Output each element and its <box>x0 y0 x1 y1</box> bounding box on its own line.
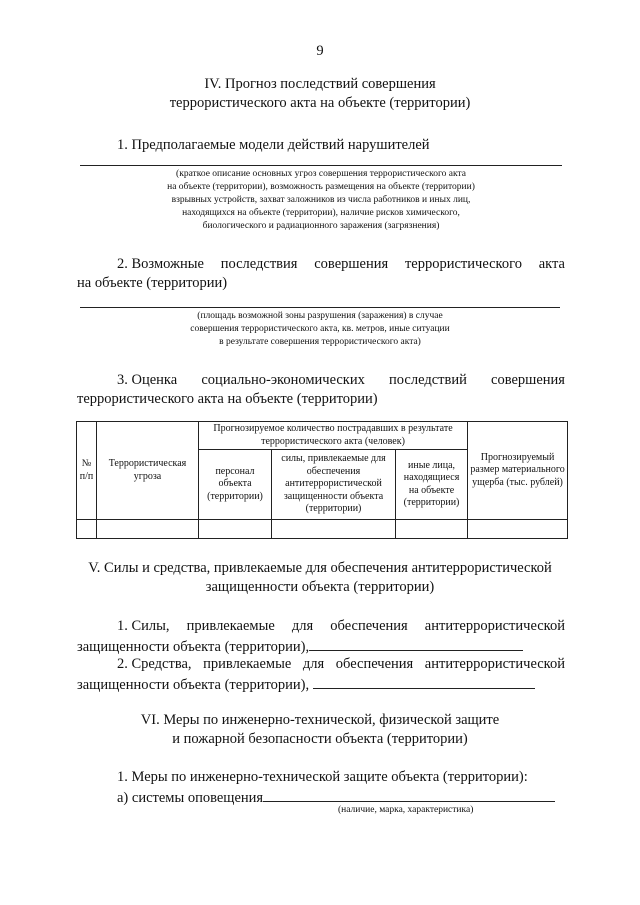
consequences-note-line: (площадь возможной зоны разрушения (заражения) в случае <box>197 311 443 321</box>
consequences-fill-line <box>80 307 560 308</box>
warning-systems-note: (наличие, марка, характеристика) <box>338 805 474 815</box>
warning-systems-fill-line[interactable] <box>263 787 555 802</box>
table-cell[interactable] <box>199 520 272 539</box>
word: антитеррористической <box>424 618 565 634</box>
models-fill-line <box>80 165 562 166</box>
warning-systems-label: а) системы оповещения <box>117 790 264 806</box>
word: последствий <box>389 372 467 388</box>
sub-forces-header: силы, привлекаемые для обеспечения антитеррористической защищенности объекта (территории) <box>272 450 396 520</box>
word: 2. Средства, <box>117 656 192 672</box>
consequences-note-line: в результате совершения террористического акта) <box>219 337 421 347</box>
section-4-title-line-1: IV. Прогноз последствий совершения <box>204 76 436 92</box>
word: привлекаемые <box>186 618 275 634</box>
word: 2. Возможные <box>117 256 204 272</box>
victims-group-header: Прогнозируемое количество пострадавших в результате террористического акта (человек) <box>199 422 468 450</box>
section-5-title-line-2: защищенности объекта (территории) <box>205 579 435 595</box>
col-damage-header: Прогнозируемый размер материального ущерба (тыс. рублей) <box>468 422 568 520</box>
word: социально-экономических <box>201 372 365 388</box>
models-note-line: на объекте (территории), возможность размещения на объекте (территории) <box>167 182 475 192</box>
engineering-measures-heading: 1. Меры по инженерно-технической защите объекта (территории): <box>117 769 528 785</box>
assessment-line-1 <box>117 371 565 390</box>
models-note <box>80 168 562 233</box>
table-row <box>77 520 568 539</box>
table-cell[interactable] <box>77 520 97 539</box>
consequences-line-2: на объекте (территории) <box>77 275 228 291</box>
models-heading: 1. Предполагаемые модели действий нарушителей <box>117 137 430 153</box>
word: 3. Оценка <box>117 372 178 388</box>
word: для <box>302 656 325 672</box>
consequences-note <box>80 310 560 349</box>
assessment-table <box>76 421 568 539</box>
models-note-line: находящихся на объекте (территории), наличие рисков химического, <box>182 208 460 218</box>
word: совершения <box>314 256 389 272</box>
table-cell[interactable] <box>468 520 568 539</box>
word: террористического <box>404 256 522 272</box>
word: обеспечения <box>330 618 408 634</box>
forces-line-2 <box>77 636 523 657</box>
word: совершения <box>491 372 565 388</box>
means-line-2-text: защищенности объекта (территории), <box>77 677 310 693</box>
word: последствия <box>220 256 298 272</box>
means-line-2 <box>77 674 535 695</box>
word: обеспечения <box>335 656 414 672</box>
forces-line-2-text: защищенности объекта (территории), <box>77 639 310 655</box>
col-number-header: № п/п <box>77 422 97 520</box>
sub-personnel-header: персонал объекта (территории) <box>199 450 272 520</box>
section-4-title-line-2: террористического акта на объекте (территории) <box>169 95 471 111</box>
models-note-line: биологического и радиационного заражения (загрязнения) <box>202 221 440 231</box>
forces-fill-line[interactable] <box>309 636 523 651</box>
sub-others-header: иные лица, находящиеся на объекте (территории) <box>396 450 468 520</box>
col-threat-header: Террористическая угроза <box>97 422 199 520</box>
section-6-title-line-2: и пожарной безопасности объекта (территории) <box>172 731 468 747</box>
table-cell[interactable] <box>272 520 396 539</box>
means-line-1 <box>117 655 565 674</box>
assessment-line-2: террористического акта на объекте (территории) <box>77 391 378 407</box>
word: акта <box>538 256 565 272</box>
warning-systems-line <box>117 787 555 808</box>
word: антитеррористической <box>424 656 565 672</box>
word: для <box>291 618 314 634</box>
models-note-line: (краткое описание основных угроз совершения террористического акта <box>176 169 466 179</box>
consequences-note-line: совершения террористического акта, кв. метров, иные ситуации <box>190 324 450 334</box>
word: привлекаемые <box>203 656 292 672</box>
consequences-line-1 <box>117 255 565 274</box>
section-6-title-line-1: VI. Меры по инженерно-технической, физической защите <box>140 712 500 728</box>
section-5-title-line-1: V. Силы и средства, привлекаемые для обеспечения антитеррористической <box>88 560 552 576</box>
table-cell[interactable] <box>396 520 468 539</box>
table-cell[interactable] <box>97 520 199 539</box>
forces-line-1 <box>117 617 565 636</box>
word: 1. Силы, <box>117 618 170 634</box>
means-fill-line[interactable] <box>313 674 535 689</box>
page-number: 9 <box>316 43 324 59</box>
models-note-line: взрывных устройств, захват заложников из числа работников и иных лиц, <box>171 195 471 205</box>
